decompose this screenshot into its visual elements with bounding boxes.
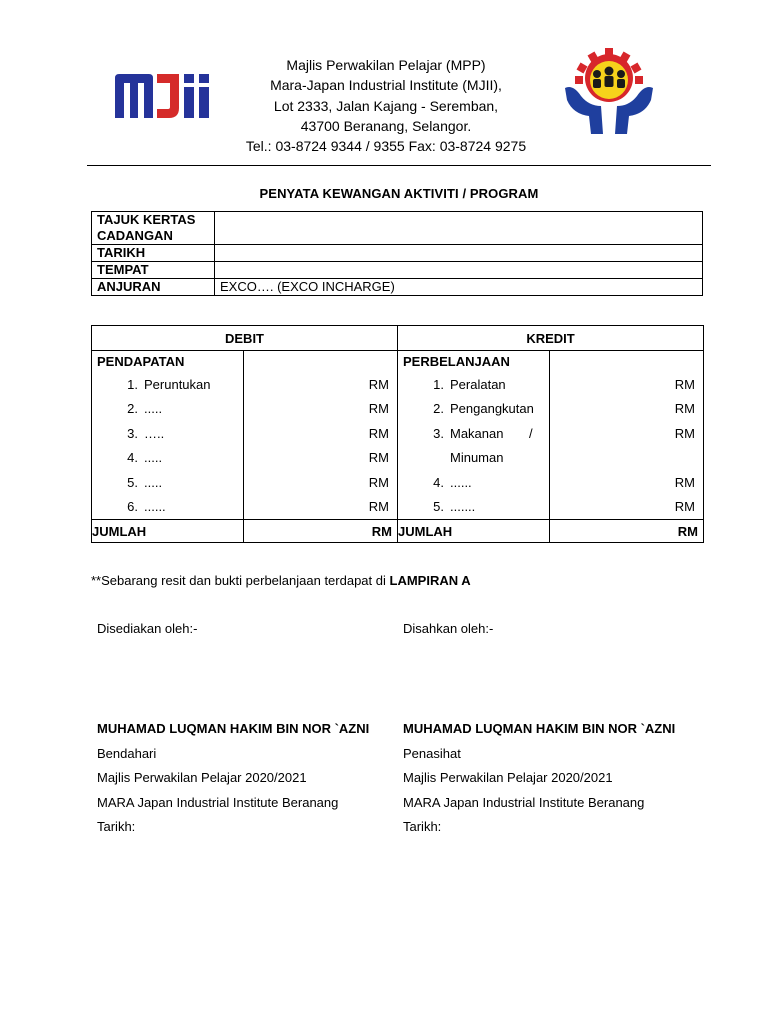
income-rm: RM (368, 499, 389, 515)
mjii-logo (113, 72, 217, 120)
income-column (92, 351, 244, 520)
income-rm: RM (368, 450, 389, 466)
info-row (92, 245, 703, 262)
approved-by-label: Disahkan oleh:- (403, 621, 494, 636)
signer-institute: MARA Japan Industrial Institute Beranang (403, 794, 645, 810)
info-row (92, 262, 703, 279)
income-item: 4. ..... (127, 450, 163, 466)
expense-item: 5. ....... (433, 499, 476, 515)
expense-item: Minuman (450, 450, 504, 466)
income-rm: RM (368, 401, 389, 417)
credit-header: KREDIT (398, 326, 704, 351)
signer-role: Penasihat (403, 745, 461, 761)
expense-rm: RM (674, 499, 696, 515)
info-value (215, 262, 703, 279)
signer-role: Bendahari (97, 745, 157, 761)
signer-date-label: Tarikh: (97, 819, 136, 834)
signer-name: MUHAMAD LUQMAN HAKIM BIN NOR `AZNI (403, 721, 676, 736)
prepared-by-label: Disediakan oleh:- (97, 621, 198, 636)
credit-total-label: JUMLAH (398, 520, 550, 543)
signer-date-label: Tarikh: (403, 819, 442, 834)
income-rm: RM (368, 376, 389, 392)
finance-table (91, 325, 704, 543)
info-value: EXCO…. (EXCO INCHARGE) (215, 279, 703, 296)
income-item: 5. ..... (127, 474, 163, 490)
income-item: 2. ..... (127, 401, 163, 417)
income-amount-column (244, 351, 398, 520)
info-value (215, 245, 703, 262)
expense-rm: RM (674, 474, 696, 490)
expense-item: 4. ...... (433, 474, 472, 490)
signature-block-preparer (97, 717, 369, 840)
expense-rm: RM (674, 376, 696, 392)
header-line-institute: Mara-Japan Industrial Institute (MJII), (270, 77, 502, 94)
income-item: 6. ...... (127, 499, 166, 515)
signer-name: MUHAMAD LUQMAN HAKIM BIN NOR `AZNI (97, 721, 370, 736)
expense-title: PERBELANJAAN (403, 354, 510, 369)
credit-total-rm: RM (550, 520, 704, 543)
header-line-org: Majlis Perwakilan Pelajar (MPP) (286, 57, 486, 73)
receipt-note (91, 573, 471, 588)
note-attachment-ref: LAMPIRAN A (389, 573, 471, 588)
expense-amount-column (550, 351, 704, 520)
header-line-address: Lot 2333, Jalan Kajang - Seremban, (273, 97, 499, 114)
header-line-contact: Tel.: 03-8724 9344 / 9355 Fax: 03-8724 9275 (245, 138, 527, 155)
info-label: TARIKH (92, 245, 215, 262)
header-address (230, 55, 542, 156)
signer-org: Majlis Perwakilan Pelajar 2020/2021 (97, 770, 307, 785)
info-label: ANJURAN (92, 279, 215, 296)
info-label: TEMPAT (92, 262, 215, 279)
debit-total-rm: RM (244, 520, 398, 543)
income-rm: RM (368, 474, 389, 490)
mpp-emblem-logo (559, 44, 659, 136)
income-item: 1. Peruntukan (127, 376, 211, 392)
expense-rm (550, 446, 703, 471)
document-title: PENYATA KEWANGAN AKTIVITI / PROGRAM (259, 186, 539, 201)
info-row (92, 279, 703, 296)
income-title: PENDAPATAN (97, 354, 185, 369)
expense-item: 2. Pengangkutan (433, 401, 534, 417)
signer-institute: MARA Japan Industrial Institute Beranang (97, 794, 339, 810)
info-value (215, 212, 703, 245)
income-item: 3. ….. (127, 425, 165, 441)
expense-item: 1. Peralatan (433, 376, 506, 392)
info-row (92, 212, 703, 245)
header-line-postcode: 43700 Beranang, Selangor. (300, 117, 472, 134)
signer-org: Majlis Perwakilan Pelajar 2020/2021 (403, 770, 613, 785)
expense-column (398, 351, 550, 520)
debit-header: DEBIT (92, 326, 398, 351)
expense-rm: RM (674, 425, 696, 441)
debit-total-label: JUMLAH (92, 520, 244, 543)
expense-item: 3. Makanan / (433, 425, 533, 441)
income-rm: RM (368, 425, 389, 441)
expense-rm: RM (674, 401, 696, 417)
info-table (91, 211, 703, 296)
header-divider (87, 165, 711, 166)
note-text: **Sebarang resit dan bukti perbelanjaan terdapat di (91, 573, 390, 588)
signature-block-approver (403, 717, 675, 840)
info-label: TAJUK KERTAS CADANGAN (92, 212, 215, 245)
